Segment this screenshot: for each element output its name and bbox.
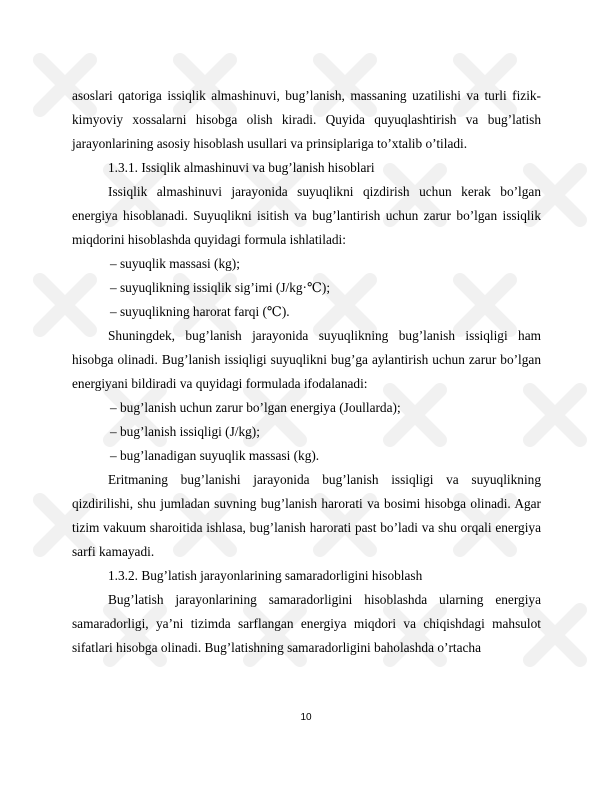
variable-definition: – bug’lanish issiqligi (J/kg); bbox=[110, 424, 260, 439]
section-heading-1-3-2: 1.3.2. Bug’latish jarayonlarining samaradorligini hisoblash bbox=[108, 568, 423, 583]
section-heading-1-3-1: 1.3.1. Issiqlik almashinuvi va bug’lanish hisoblari bbox=[108, 160, 375, 175]
body-paragraph: Eritmaning bug’lanishi jarayonida bug’lanish issiqligi va suyuqlikning qizdirilishi, shu jumladan suvning bug’lanish harorati va bosimi hisobga olinadi. Agar tizim vakuum sharoitida ishlasa, bug’lanish harorati past bo’ladi va shu orqali energiya sarfi kamayadi. bbox=[72, 472, 541, 559]
page-number: 10 bbox=[300, 712, 312, 723]
page-body bbox=[72, 84, 541, 660]
body-paragraph-continuation: asoslari qatoriga issiqlik almashinuvi, bug’lanish, massaning uzatilishi va turli fizik-kimyoviy xossalarni hisobga olish kiradi. Quyida quyuqlashtirish va bug’latish jarayonlarining asosiy hisoblash usullari va prinsiplariga to’xtalib o’tiladi. bbox=[72, 88, 541, 151]
body-paragraph: Shuningdek, bug’lanish jarayonida suyuqlikning bug’lanish issiqligi ham hisobga olinadi. Bug’lanish issiqligi suyuqlikni bug’ga aylantirish uchun zarur bo’lgan energiyani bildiradi va quyidagi formulada ifodalanadi: bbox=[72, 328, 541, 391]
variable-definition: – suyuqlikning harorat farqi (℃). bbox=[110, 304, 290, 319]
variable-definition: – bug’lanadigan suyuqlik massasi (kg). bbox=[110, 448, 320, 463]
body-paragraph: Bug’latish jarayonlarining samaradorligini hisoblashda ularning energiya samaradorligi, ya’ni tizimda sarflangan energiya miqdori va chiqishdagi mahsulot sifatlari hisobga olinadi. Bug’latishning samaradorligini baholashda o’rtacha bbox=[72, 592, 541, 655]
body-paragraph: Issiqlik almashinuvi jarayonida suyuqlikni qizdirish uchun kerak bo’lgan energiya hisoblanadi. Suyuqlikni isitish va bug’lantirish uchun zarur bo’lgan issiqlik miqdorini hisoblashda quyidagi formula ishlatiladi: bbox=[72, 184, 541, 247]
variable-definition: – bug’lanish uchun zarur bo’lgan energiya (Joullarda); bbox=[110, 400, 401, 415]
variable-definition: – suyuqlik massasi (kg); bbox=[110, 256, 240, 271]
variable-definition: – suyuqlikning issiqlik sig’imi (J/kg·℃); bbox=[110, 280, 331, 295]
